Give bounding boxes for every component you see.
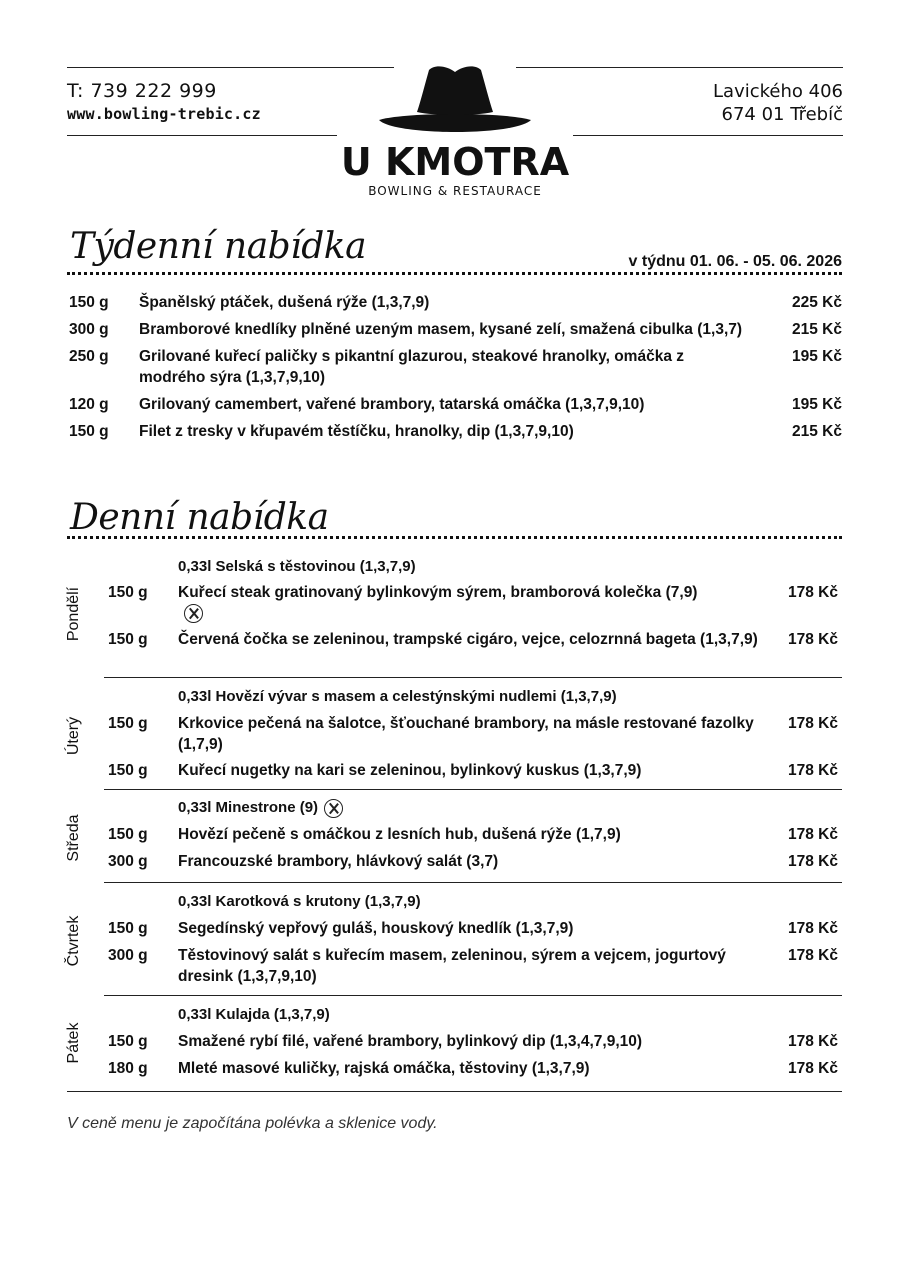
price: 178 Kč bbox=[788, 853, 838, 870]
price: 178 Kč bbox=[788, 826, 838, 843]
vegetarian-icon bbox=[184, 604, 203, 623]
weight: 250 g bbox=[69, 348, 109, 365]
weight: 150 g bbox=[108, 631, 148, 648]
price: 178 Kč bbox=[788, 1060, 838, 1077]
dish-description: Kuřecí steak gratinovaný bylinkovým sýrem, bramborová kolečka (7,9) bbox=[178, 582, 774, 624]
menu-row bbox=[104, 1031, 842, 1052]
day-block-friday bbox=[104, 1005, 842, 1091]
menu-row bbox=[104, 851, 842, 872]
dish-description: Španělský ptáček, dušená rýže (1,3,7,9) bbox=[139, 294, 430, 311]
soup: 0,33l Minestrone (9) bbox=[104, 798, 842, 818]
weight: 300 g bbox=[108, 947, 148, 964]
address bbox=[713, 80, 843, 126]
menu-row bbox=[104, 713, 842, 755]
dish-description: Červená čočka se zeleninou, trampské cigáro, vejce, celozrnná bageta (1,3,7,9) bbox=[178, 631, 758, 648]
dish-description: Grilovaný camembert, vařené brambory, tatarská omáčka (1,3,7,9,10) bbox=[139, 396, 645, 413]
menu-row bbox=[67, 421, 842, 442]
menu-row bbox=[104, 760, 842, 781]
weight: 150 g bbox=[108, 826, 148, 843]
soup: 0,33l Kulajda (1,3,7,9) bbox=[178, 1006, 330, 1023]
price: 195 Kč bbox=[792, 348, 842, 365]
daily-title: Denní nabídka bbox=[70, 497, 329, 538]
menu-row bbox=[104, 945, 842, 987]
dish-description: Filet z tresky v křupavém těstíčku, hranolky, dip (1,3,7,9,10) bbox=[139, 423, 574, 440]
address-line-1: Lavického 406 bbox=[713, 81, 843, 102]
price: 178 Kč bbox=[788, 762, 838, 779]
menu-row bbox=[104, 824, 842, 845]
soup: 0,33l Karotková s krutony (1,3,7,9) bbox=[178, 893, 421, 910]
bottom-rule bbox=[67, 1091, 842, 1092]
dish-description: Bramborové knedlíky plněné uzeným masem, kysané zelí, smažená cibulka (1,3,7) bbox=[139, 321, 743, 338]
price: 195 Kč bbox=[792, 396, 842, 413]
menu-row bbox=[104, 629, 842, 650]
dish-description: Mleté masové kuličky, rajská omáčka, těstoviny (1,3,7,9) bbox=[178, 1060, 590, 1077]
phone-number: T: 739 222 999 bbox=[67, 80, 217, 102]
weight: 150 g bbox=[108, 1033, 148, 1050]
weight: 120 g bbox=[69, 396, 109, 413]
contact-info bbox=[67, 80, 261, 123]
weight: 150 g bbox=[108, 715, 148, 732]
weight: 150 g bbox=[108, 762, 148, 779]
menu-row bbox=[67, 394, 842, 415]
weekly-title: Týdenní nabídka bbox=[70, 226, 367, 267]
dish-description: Kuřecí nugetky na kari se zeleninou, bylinkový kuskus (1,3,7,9) bbox=[178, 762, 642, 779]
price: 178 Kč bbox=[788, 584, 838, 601]
dish-description: Krkovice pečená na šalotce, šťouchané brambory, na másle restované fazolky (1,7,9) bbox=[178, 715, 754, 753]
price: 178 Kč bbox=[788, 1033, 838, 1050]
price: 178 Kč bbox=[788, 920, 838, 937]
brand-logo bbox=[330, 60, 580, 210]
weight: 150 g bbox=[108, 584, 148, 601]
website-link[interactable]: www.bowling-trebic.cz bbox=[67, 105, 261, 123]
dish-description: Hovězí pečeně s omáčkou z lesních hub, dušená rýže (1,7,9) bbox=[178, 826, 621, 843]
dish-description: Grilované kuřecí paličky s pikantní glazurou, steakové hranolky, omáčka z modrého sýra (1,3,7,9,10) bbox=[139, 348, 685, 386]
price: 178 Kč bbox=[788, 631, 838, 648]
week-range: v týdnu 01. 06. - 05. 06. 2026 bbox=[628, 253, 842, 270]
weight: 150 g bbox=[69, 294, 109, 311]
menu-row bbox=[67, 319, 842, 340]
hat-icon bbox=[375, 60, 535, 138]
weight: 150 g bbox=[69, 423, 109, 440]
weight: 300 g bbox=[108, 853, 148, 870]
dish-description: Těstovinový salát s kuřecím masem, zeleninou, sýrem a vejcem, jogurtový dresink (1,3,7,9,10) bbox=[178, 947, 726, 985]
header-rule-right-bottom bbox=[573, 135, 843, 136]
menu-row bbox=[104, 582, 842, 624]
address-line-2: 674 01 Třebíč bbox=[721, 104, 843, 125]
soup: 0,33l Selská s těstovinou (1,3,7,9) bbox=[178, 558, 416, 575]
weight: 180 g bbox=[108, 1060, 148, 1077]
weight: 300 g bbox=[69, 321, 109, 338]
footer-note: V ceně menu je započítána polévka a sklenice vody. bbox=[67, 1115, 438, 1132]
dish-description: Segedínský vepřový guláš, houskový knedlík (1,3,7,9) bbox=[178, 920, 574, 937]
weight: 150 g bbox=[108, 920, 148, 937]
menu-row bbox=[67, 292, 842, 313]
price: 178 Kč bbox=[788, 947, 838, 964]
price: 215 Kč bbox=[792, 423, 842, 440]
dish-description: Francouzské brambory, hlávkový salát (3,7) bbox=[178, 853, 499, 870]
menu-row bbox=[104, 1058, 842, 1079]
price: 178 Kč bbox=[788, 715, 838, 732]
brand-name: U KMOTRA bbox=[340, 140, 570, 184]
vegetarian-icon bbox=[324, 799, 343, 818]
day-block-tuesday bbox=[104, 687, 842, 790]
dish-description: Smažené rybí filé, vařené brambory, bylinkový dip (1,3,4,7,9,10) bbox=[178, 1033, 643, 1050]
day-block-wednesday bbox=[104, 798, 842, 883]
brand-subtitle: BOWLING & RESTAURACE bbox=[368, 184, 542, 198]
menu-row bbox=[104, 918, 842, 939]
menu-row bbox=[67, 346, 842, 388]
day-block-thursday bbox=[104, 892, 842, 996]
day-block-monday bbox=[104, 557, 842, 678]
price: 225 Kč bbox=[792, 294, 842, 311]
header-rule-left-bottom bbox=[67, 135, 337, 136]
dotted-divider-daily bbox=[67, 536, 842, 539]
dotted-divider-weekly bbox=[67, 272, 842, 275]
weekly-menu bbox=[67, 292, 842, 448]
soup: 0,33l Hovězí vývar s masem a celestýnskými nudlemi (1,3,7,9) bbox=[178, 688, 617, 705]
price: 215 Kč bbox=[792, 321, 842, 338]
